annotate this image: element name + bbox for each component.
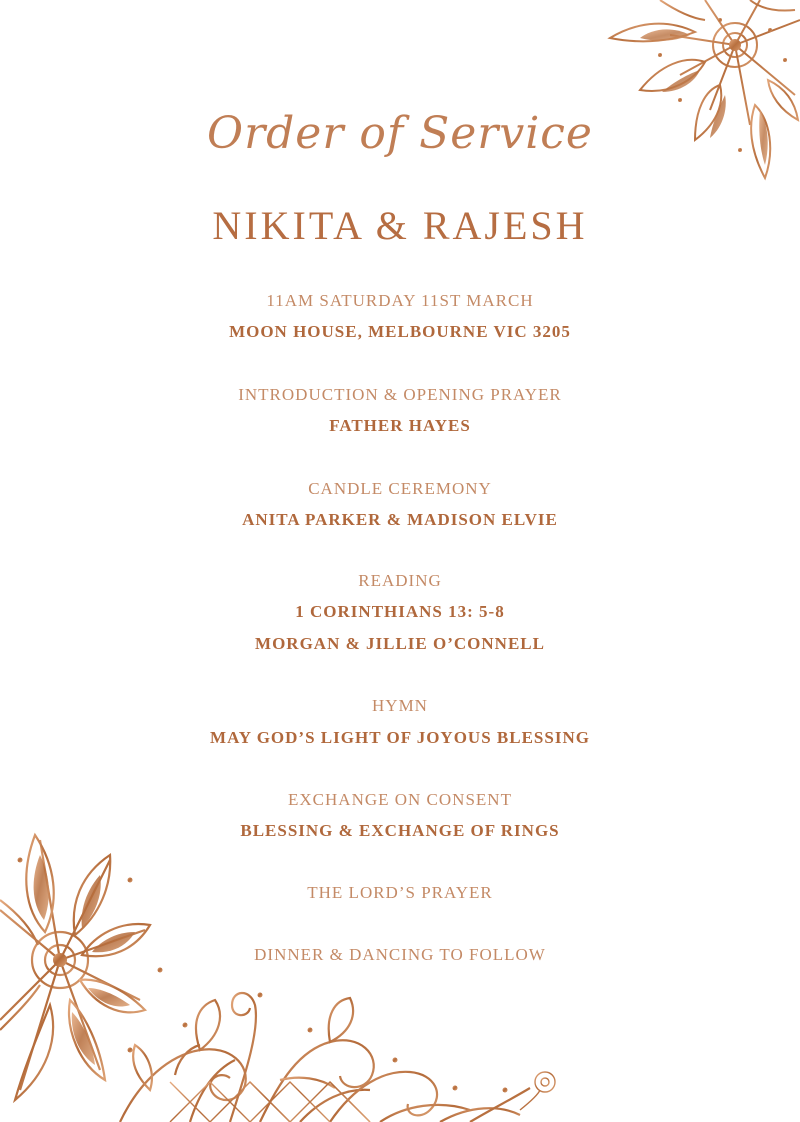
script-title: Order of Service	[207, 108, 593, 159]
program-detail-candle: ANITA PARKER & MADISON ELVIE	[242, 510, 558, 529]
program-detail-reading-passage: 1 CORINTHIANS 13: 5-8	[295, 602, 505, 621]
lace-flower-bottom-left-icon	[0, 820, 570, 1122]
program-heading-dinner: DINNER & DANCING TO FOLLOW	[254, 945, 546, 964]
program-detail-rings: BLESSING & EXCHANGE OF RINGS	[240, 821, 560, 840]
program-detail-officiant: FATHER HAYES	[329, 416, 471, 435]
program-detail-reading-readers: MORGAN & JILLIE O’CONNELL	[255, 634, 545, 653]
program-heading-lords-prayer: THE LORD’S PRAYER	[307, 883, 493, 902]
program-heading-hymn: HYMN	[372, 696, 428, 715]
event-venue: MOON HOUSE, MELBOURNE VIC 3205	[229, 322, 571, 341]
program-detail-hymn: MAY GOD’S LIGHT OF JOYOUS BLESSING	[210, 728, 590, 747]
program-heading-candle: CANDLE CEREMONY	[308, 479, 492, 498]
program-heading-reading: READING	[358, 571, 442, 590]
event-datetime: 11AM SATURDAY 11ST MARCH	[266, 291, 534, 310]
program-heading-introduction: INTRODUCTION & OPENING PRAYER	[238, 385, 562, 404]
couple-names: NIKITA & RAJESH	[212, 203, 588, 248]
program-heading-consent: EXCHANGE ON CONSENT	[288, 790, 512, 809]
